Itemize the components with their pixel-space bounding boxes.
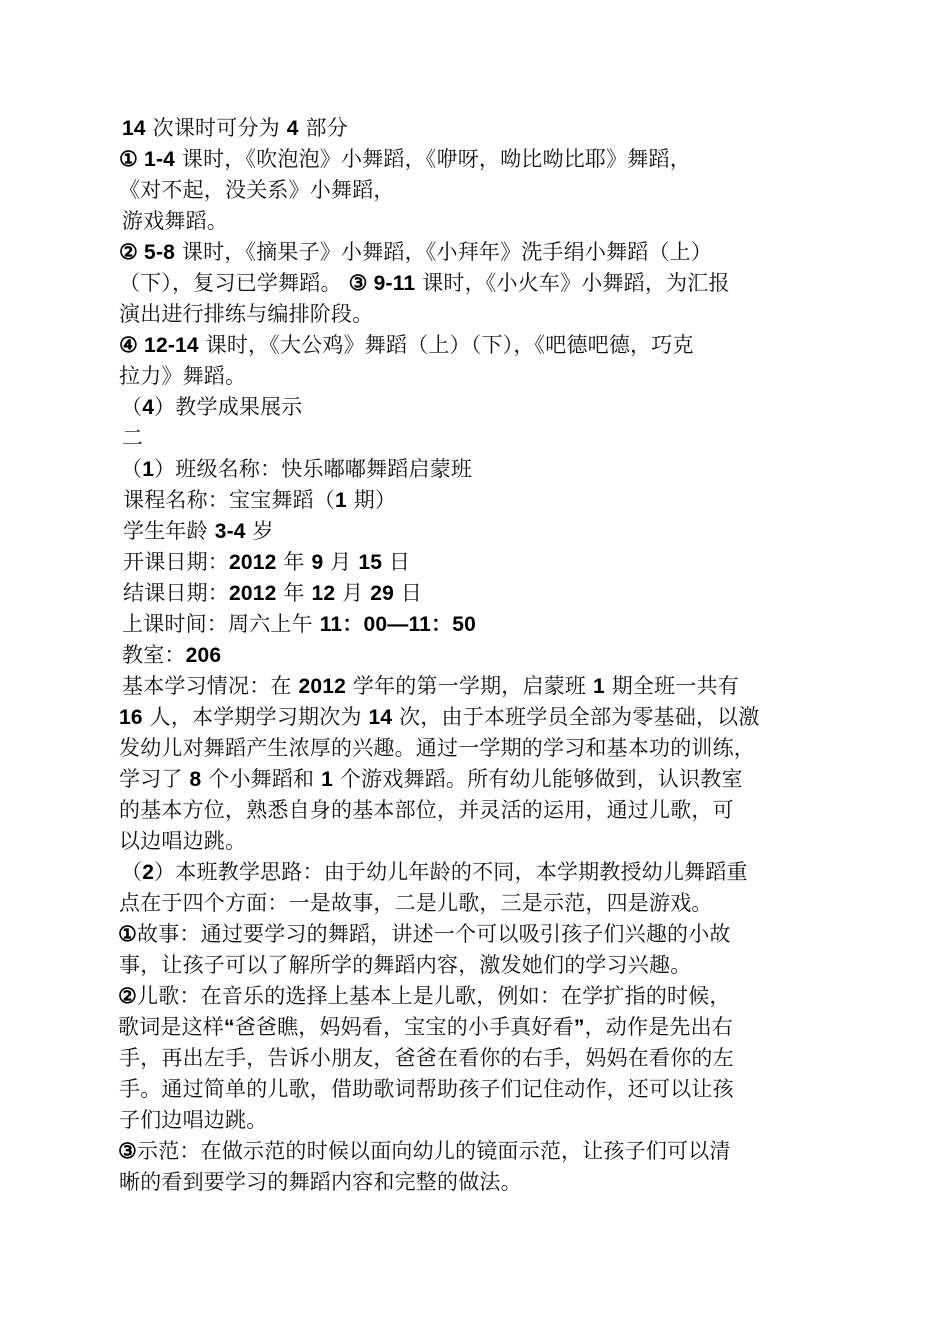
text-run: 人，本学期学习期次为 — [142, 705, 369, 729]
text-run: ，动作是先出右 — [584, 1015, 734, 1039]
text-run: 开课日期： — [123, 550, 229, 574]
bold-text: 16 — [119, 706, 143, 729]
text-line — [123, 548, 410, 577]
text-line — [119, 269, 730, 298]
text-run: 月 — [323, 550, 359, 574]
text-line — [121, 393, 303, 422]
text-run: 上课时间：周六上午 — [122, 612, 320, 636]
text-run: 子们边唱边跳。 — [119, 1108, 268, 1132]
text-run: 歌词是这样 — [118, 1015, 224, 1039]
text-line — [119, 765, 743, 794]
text-run: 手。通过简单的儿歌，借助歌词帮助孩子们记住动作，还可以让孩 — [119, 1077, 734, 1101]
text-run: 次，由于本班学员全部为零基础，以激 — [392, 705, 760, 729]
bold-text: 1 — [335, 489, 347, 512]
text-line — [123, 579, 422, 608]
text-line — [119, 951, 691, 979]
text-line — [119, 1168, 522, 1196]
bold-text: 1 — [592, 675, 605, 698]
text-run: 以边唱边跳。 — [119, 829, 247, 853]
text-line — [119, 331, 694, 360]
bold-text: 11：00—11：50 — [319, 613, 477, 636]
text-run: 年 — [276, 550, 312, 574]
text-line — [119, 889, 713, 917]
text-run: 事，让孩子可以了解所学的舞蹈内容，激发她们的学习兴趣。 — [119, 953, 692, 977]
text-line — [119, 362, 246, 390]
text-run: 课时，《大公鸡》舞蹈（上）（下），《吧德吧德，巧克 — [198, 333, 694, 357]
text-line — [122, 610, 476, 639]
text-run: 学年的第一学期，启蒙班 — [346, 674, 593, 698]
text-run: 岁 — [245, 519, 274, 543]
text-run: 课时，《吹泡泡》小舞蹈，《咿呀，呦比呦比耶》舞蹈， — [175, 147, 691, 171]
bold-text: 14 — [368, 706, 393, 729]
text-line — [123, 517, 274, 546]
bold-text: 4 — [142, 396, 155, 419]
text-run: 学生年龄 — [123, 519, 215, 543]
bold-text: ① — [118, 923, 138, 946]
text-run: ）本班教学思路：由于幼儿年龄的不同，本学期教授幼儿舞蹈重 — [154, 860, 748, 884]
bold-text: 1 — [321, 768, 334, 791]
text-run: 的基本方位，熟悉自身的基本部位，并灵活的运用，通过儿歌，可 — [119, 798, 734, 822]
text-run: 课程名称：宝宝舞蹈（ — [123, 488, 335, 512]
text-run: 晰的看到要学习的舞蹈内容和完整的做法。 — [119, 1170, 522, 1194]
text-run: 手，再出左手，告诉小朋友，爸爸在看你的右手，妈妈在看你的左 — [119, 1046, 734, 1070]
text-line — [118, 1137, 731, 1166]
text-run: 次课时可分为 — [145, 116, 287, 140]
text-run: （ — [121, 395, 143, 419]
bold-text: “ — [224, 1016, 235, 1039]
text-line — [119, 176, 395, 204]
text-run: 儿歌：在音乐的选择上基本上是儿歌，例如：在学扩指的时候， — [137, 984, 731, 1008]
text-run: 教室： — [122, 643, 186, 667]
text-run: 课时，《摘果子》小舞蹈，《小拜年》洗手绢小舞蹈（上） — [175, 240, 713, 264]
text-run: 个小舞蹈和 — [201, 767, 322, 791]
text-line — [122, 672, 739, 701]
text-run: 月 — [335, 581, 371, 605]
text-line — [121, 858, 748, 887]
bold-text: 2012 — [229, 582, 277, 605]
bold-text: 3-4 — [214, 520, 246, 543]
text-run: （下），复习已学舞蹈。 — [119, 271, 349, 295]
text-run: 课时，《小火车》小舞蹈，为汇报 — [415, 271, 730, 295]
text-run: 爸爸瞧，妈妈看，宝宝的小手真好看 — [234, 1015, 574, 1039]
bold-text: ② 5-8 — [119, 241, 176, 264]
text-line — [118, 982, 731, 1011]
bold-text: 4 — [286, 117, 299, 140]
bold-text: 206 — [185, 644, 222, 667]
text-run: 日 — [393, 581, 423, 605]
bold-text: ④ 12-14 — [119, 334, 199, 357]
bold-text: 2 — [142, 861, 155, 884]
text-line — [122, 424, 143, 452]
text-run: 故事：通过要学习的舞蹈，讲述一个可以吸引孩子们兴趣的小故 — [137, 922, 731, 946]
bold-text: 15 — [358, 551, 383, 574]
text-run: 日 — [382, 550, 411, 574]
text-run: 游戏舞蹈。 — [122, 209, 228, 233]
text-run: 拉力》舞蹈。 — [119, 364, 247, 388]
text-run: 演出进行排练与编排阶段。 — [119, 302, 374, 326]
text-run: （ — [121, 457, 143, 481]
text-run: ）教学成果展示 — [154, 395, 303, 419]
bold-text: ③ — [118, 1140, 138, 1163]
text-line — [119, 1106, 267, 1134]
text-line — [119, 703, 760, 732]
bold-text: 12 — [311, 582, 336, 605]
text-run: 《对不起，没关系》小舞蹈， — [119, 178, 395, 202]
text-run: 发幼儿对舞蹈产生浓厚的兴趣。通过一学期的学习和基本功的训练， — [119, 736, 755, 760]
text-run: 结课日期： — [123, 581, 229, 605]
text-run: 学习了 — [119, 767, 190, 791]
text-run: 点在于四个方面：一是故事，二是儿歌，三是示范，四是游戏。 — [119, 891, 713, 915]
bold-text: ” — [573, 1016, 585, 1039]
bold-text: ① 1-4 — [119, 148, 176, 171]
text-line — [119, 827, 246, 855]
text-run: 二 — [122, 426, 144, 450]
text-run: 个游戏舞蹈。所有幼儿能够做到，认识教室 — [333, 767, 743, 791]
bold-text: ② — [118, 985, 138, 1008]
bold-text: 29 — [370, 582, 394, 605]
bold-text: ③ 9-11 — [348, 272, 416, 295]
text-run: ）班级名称：快乐嘟嘟舞蹈启蒙班 — [154, 457, 473, 481]
text-line — [122, 641, 221, 670]
bold-text: 14 — [122, 117, 146, 140]
text-run: （ — [121, 860, 143, 884]
text-run: 期全班一共有 — [604, 674, 739, 698]
text-run: 年 — [276, 581, 312, 605]
bold-text: 2012 — [298, 675, 347, 698]
bold-text: 1 — [142, 458, 155, 481]
text-line — [119, 238, 712, 267]
text-run: 部分 — [298, 116, 348, 140]
bold-text: 9 — [311, 551, 324, 574]
text-line — [118, 920, 731, 949]
text-run: 期） — [346, 488, 397, 512]
text-line — [119, 796, 734, 824]
text-line — [123, 486, 396, 515]
text-line — [119, 145, 691, 174]
text-line — [119, 1044, 734, 1072]
text-line — [121, 455, 472, 484]
text-line — [119, 1075, 734, 1103]
text-line — [119, 734, 755, 762]
text-line — [122, 207, 228, 235]
text-run: 示范：在做示范的时候以面向幼儿的镜面示范，让孩子们可以清 — [137, 1139, 731, 1163]
text-line — [118, 1013, 733, 1042]
bold-text: 8 — [189, 768, 202, 791]
text-run: 基本学习情况：在 — [122, 674, 299, 698]
text-line — [122, 114, 348, 143]
bold-text: 2012 — [229, 551, 277, 574]
text-line — [119, 300, 373, 328]
